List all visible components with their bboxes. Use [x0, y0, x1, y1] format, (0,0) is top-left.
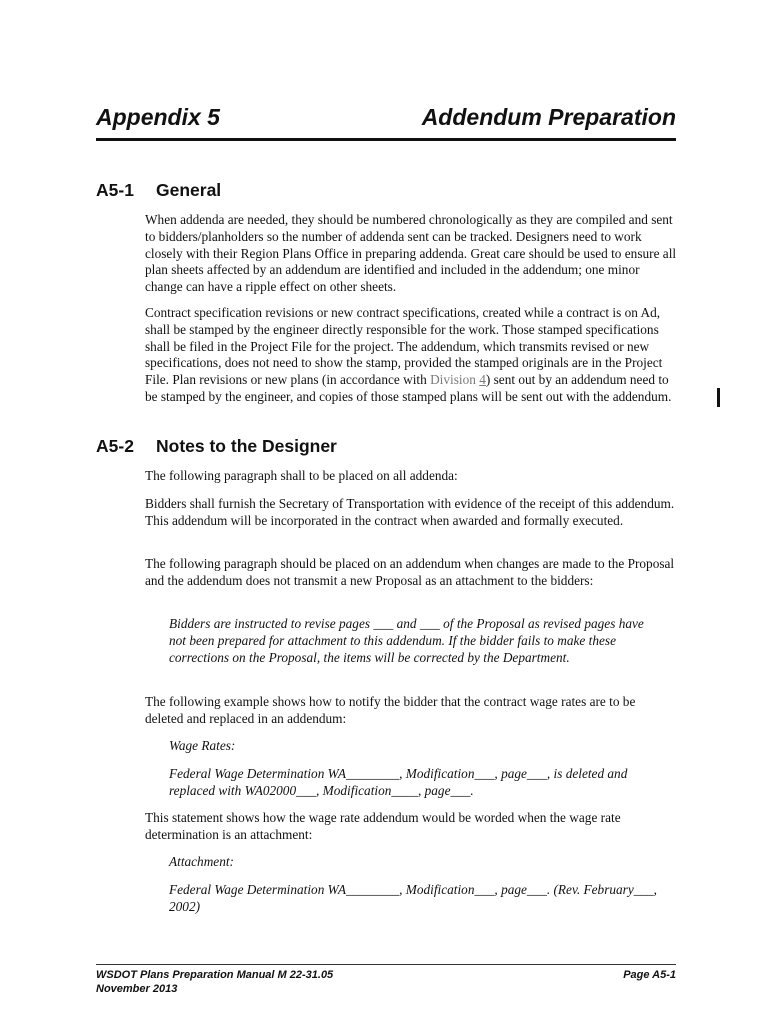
page-header: [96, 104, 676, 138]
appendix-title: Appendix 5: [96, 104, 220, 130]
division-link[interactable]: [430, 372, 486, 387]
division-link-label: Division: [430, 372, 480, 388]
manual-title: WSDOT Plans Preparation Manual M 22-31.05: [96, 969, 334, 981]
section-heading-notes: [96, 436, 337, 457]
general-paragraph-1: When addenda are needed, they should be numbered chronologically as they are compiled and sent to bidders/planholders so the number of addenda sent can be tracked. Designers need to work closely with their Region Plans Office in preparing addenda. Great care should be used to ensure all plan sheets affected by an addendum are identified and included in the addendum; one minor change can have a ripple effect on other sheets.: [145, 212, 677, 295]
chapter-title: Addendum Preparation: [421, 104, 676, 130]
division-link-number: 4: [479, 372, 486, 388]
header-rule: [96, 138, 676, 141]
addendum-quote-3: Federal Wage Determination WA________, Modification___, page___. (Rev. February___, 2002): [169, 882, 658, 914]
general-paragraph-2: [145, 305, 677, 406]
paragraph-text: Contract specification revisions or new contract specifications, created while a contract is on Ad, shall be stamped by the engineer directly responsible for the work. Those stamped specifications shall be filed in the Project File for the project. The addendum, which transmits revised or new specifications, does not need to show the stamp, provided the stamped originals are in the Project File. Plan revisions or new plans (in accordance with: [145, 305, 663, 388]
footer-left: [96, 968, 333, 996]
section-title: General: [156, 180, 222, 200]
notes-paragraph-5: This statement shows how the wage rate addendum would be worded when the wage rate determination is an attachment:: [145, 810, 621, 842]
section-number: A5-2: [96, 436, 134, 456]
revision-change-bar: [717, 388, 720, 407]
notes-paragraph-4: The following example shows how to notify the bidder that the contract wage rates are to be deleted and replaced in an addendum:: [145, 694, 636, 726]
publication-date: November 2013: [96, 983, 178, 995]
section-heading-general: [96, 180, 221, 201]
section-number: A5-1: [96, 180, 134, 200]
footer-rule: [96, 964, 676, 965]
notes-paragraph-1: The following paragraph shall to be placed on all addenda:: [145, 468, 458, 483]
attachment-label: Attachment:: [169, 854, 234, 869]
addendum-quote-2: Federal Wage Determination WA________, Modification___, page___, is deleted and replaced with WA02000___, Modification____, page___.: [169, 766, 628, 798]
wage-rates-label: Wage Rates:: [169, 738, 236, 753]
addendum-quote-1: Bidders are instructed to revise pages ___ and ___ of the Proposal as revised pages have not been prepared for attachment to this addendum. If the bidder fails to make these corrections on the Proposal, the items will be corrected by the Department.: [169, 616, 644, 665]
notes-paragraph-3: The following paragraph should be placed on an addendum when changes are made to the Proposal and the addendum does not transmit a new Proposal as an attachment to the bidders:: [145, 556, 675, 588]
page-number: Page A5-1: [623, 969, 676, 981]
paragraph-text: ) sent out by an addendum need to be stamped by the engineer, and copies of those stamped plans will be sent out with the addendum.: [145, 372, 672, 404]
section-title: Notes to the Designer: [156, 436, 337, 456]
notes-paragraph-2: Bidders shall furnish the Secretary of Transportation with evidence of the receipt of this addendum. This addendum will be incorporated in the contract when awarded and formally executed.: [145, 496, 675, 528]
